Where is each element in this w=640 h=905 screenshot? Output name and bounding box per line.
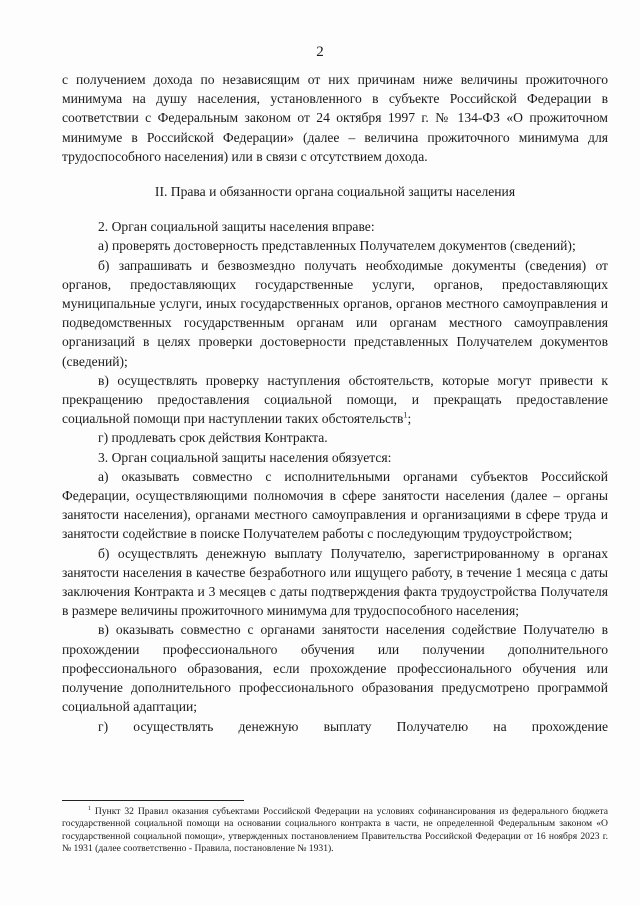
clause-3g: г) осуществлять денежную выплату Получателю на прохождение xyxy=(98,718,608,734)
clause-2g: г) продлевать срок действия Контракта. xyxy=(98,430,328,446)
clause-3-intro: 3. Орган социальной защиты населения обязуется: xyxy=(98,449,392,465)
paragraph-continuation: с получением дохода по независящим от них причинам ниже величины прожиточного минимума на душу населения, установленного в субъекте Российской Федерации в соответствии с Федеральным законом от 24 октября 1997 г. № 134-ФЗ «О прожиточном минимуме в Российской Федерации» (далее – величина прожиточного минимума для трудоспособного населения) или в связи с отсутствием дохода. xyxy=(62,72,608,164)
page-number: 2 xyxy=(316,44,324,60)
clause-2b: б) запрашивать и безвозмездно получать необходимые документы (сведения) от органов, предоставляющих государственные услуги, органов, предоставляющих муниципальные услуги, иных государственных органов, органов местного самоуправления и подведомственных государственным органам или органам местного самоуправления организаций в целях проверки достоверности представленных Получателем документов (сведений); xyxy=(62,257,608,369)
footnote-separator xyxy=(62,800,244,801)
footnote-text: Пункт 32 Правил оказания субъектами Российской Федерации на условиях софинансирования из федерального бюджета государственной социальной помощи на основании социального контракта в части, не определенной Федеральным законом «О государственной социальной помощи», утвержденных постановлением Правительства Российской Федерации от 16 ноября 2023 г. № 1931 (далее соответственно - Правила, постановление № 1931). xyxy=(62,806,609,855)
document-body xyxy=(62,70,608,736)
clause-3a: а) оказывать совместно с исполнительными органами субъектов Российской Федерации, осуществляющими полномочия в сфере занятости населения (далее – органы занятости населения), органами местного самоуправления и организациями в сфере труда и занятости содействие в поиске Получателем работы с последующим трудоустройством; xyxy=(62,468,608,542)
clause-3b: б) осуществлять денежную выплату Получателю, зарегистрированному в органах занятости населения в качестве безработного или ищущего работу, в течение 1 месяца с даты заключения Контракта и 3 месяцев с даты подтверждения факта трудоустройства Получателя в размере величины прожиточного минимума для трудоспособного населения; xyxy=(62,545,608,619)
footnote-reference[interactable]: 1 xyxy=(403,410,408,420)
footnote-mark: 1 xyxy=(88,805,91,812)
clause-2v-text: в) осуществлять проверку наступления обстоятельств, которые могут привести к прекращению предоставления социальной помощи, и прекращать предоставление социальной помощи при наступлении таких обстоятельств xyxy=(62,372,608,427)
footnote xyxy=(62,806,608,856)
clause-3v: в) оказывать совместно с органами занятости населения содействие Получателю в прохождении профессионального обучения или получении дополнительного профессионального образования, если прохождение профессионального обучения или получение дополнительного профессионального образования предусмотрено программой социальной адаптации; xyxy=(62,622,608,715)
clause-2-intro: 2. Орган социальной защиты населения вправе: xyxy=(98,219,375,235)
section-heading: II. Права и обязанности органа социальной защиты населения xyxy=(154,184,516,200)
clause-2v-end: ; xyxy=(407,411,412,427)
clause-2v xyxy=(62,371,608,429)
clause-2a: а) проверять достоверность представленных Получателем документов (сведений); xyxy=(98,238,576,254)
